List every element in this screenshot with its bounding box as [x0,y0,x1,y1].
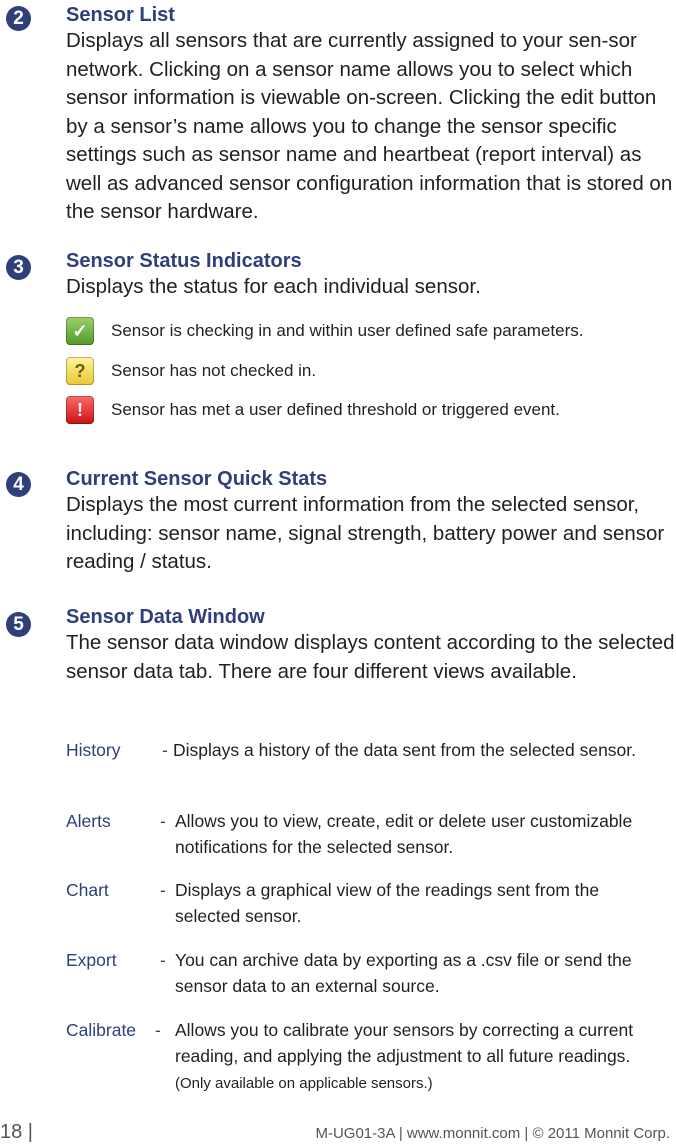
view-export [66,947,676,999]
section-number-5: 5 [6,612,31,637]
alert-icon: ! [66,396,94,424]
section-heading: Sensor Status Indicators [66,250,302,272]
view-description [175,1017,655,1097]
section-heading: Sensor Data Window [66,606,265,628]
page-number: 18 | [0,1121,33,1143]
section-heading: Sensor List [66,4,175,26]
section-body: Displays the most current information from the selected sensor, including: sensor name, signal strength, battery power and sensor reading / status. [66,493,665,573]
view-description-note: (Only available on applicable sensors.) [175,1075,433,1092]
view-name: Chart [66,880,109,900]
view-name: Alerts [66,811,111,831]
view-description: You can archive data by exporting as a .csv file or send the sensor data to an external source. [175,950,632,996]
view-calibrate [66,1017,676,1095]
indicator-row-alert [66,395,560,425]
indicator-text: Sensor is checking in and within user defined safe parameters. [111,321,584,340]
section-number-2: 2 [6,6,31,31]
view-name: Calibrate [66,1020,137,1040]
section-sensor-list [66,3,676,227]
section-body: The sensor data window displays content according to the selected sensor data tab. There are four different views available. [66,631,675,683]
check-icon: ✓ [66,317,94,345]
view-dash: - [160,950,166,970]
view-description: Displays a history of the data sent from the selected sensor. [173,740,637,760]
section-sensor-status-indicators [66,249,676,302]
section-heading: Current Sensor Quick Stats [66,468,328,490]
section-body: Displays the status for each individual sensor. [66,275,481,298]
indicator-row-not-checked-in [66,356,316,386]
section-sensor-data-window [66,605,676,686]
view-dash: - [155,1020,161,1040]
view-alerts [66,808,676,860]
section-body: Displays all sensors that are currently assigned to your sen-sor network. Clicking on a sensor name allows you to select which sensor information is viewable on-screen. Clicking the edit button by a sensor’s name allows you to change the sensor specific settings such as sensor name and heartbeat (report interval) as well as advanced sensor configuration information that is stored on the sensor hardware. [66,29,673,223]
view-dash: - [162,740,168,760]
view-dash: - [160,880,166,900]
view-dash: - [160,811,166,831]
section-current-sensor-quick-stats [66,467,676,577]
indicator-row-ok [66,316,583,346]
view-name: History [66,740,121,760]
indicator-text: Sensor has not checked in. [111,361,317,380]
view-history [66,737,676,789]
footer-info: M-UG01-3A | www.monnit.com | © 2011 Monnit Corp. [315,1125,670,1142]
question-icon: ? [66,357,94,385]
view-description-text: Allows you to calibrate your sensors by correcting a current reading, and applying the adjustment to all future readings. [175,1020,634,1066]
view-chart [66,877,676,929]
view-description: Displays a graphical view of the readings sent from the selected sensor. [175,880,600,926]
indicator-text: Sensor has met a user defined threshold or triggered event. [111,400,560,419]
view-description: Allows you to view, create, edit or delete user customizable notifications for the selected sensor. [175,811,633,857]
view-name: Export [66,950,117,970]
section-number-3: 3 [6,255,31,280]
section-number-4: 4 [6,472,31,497]
